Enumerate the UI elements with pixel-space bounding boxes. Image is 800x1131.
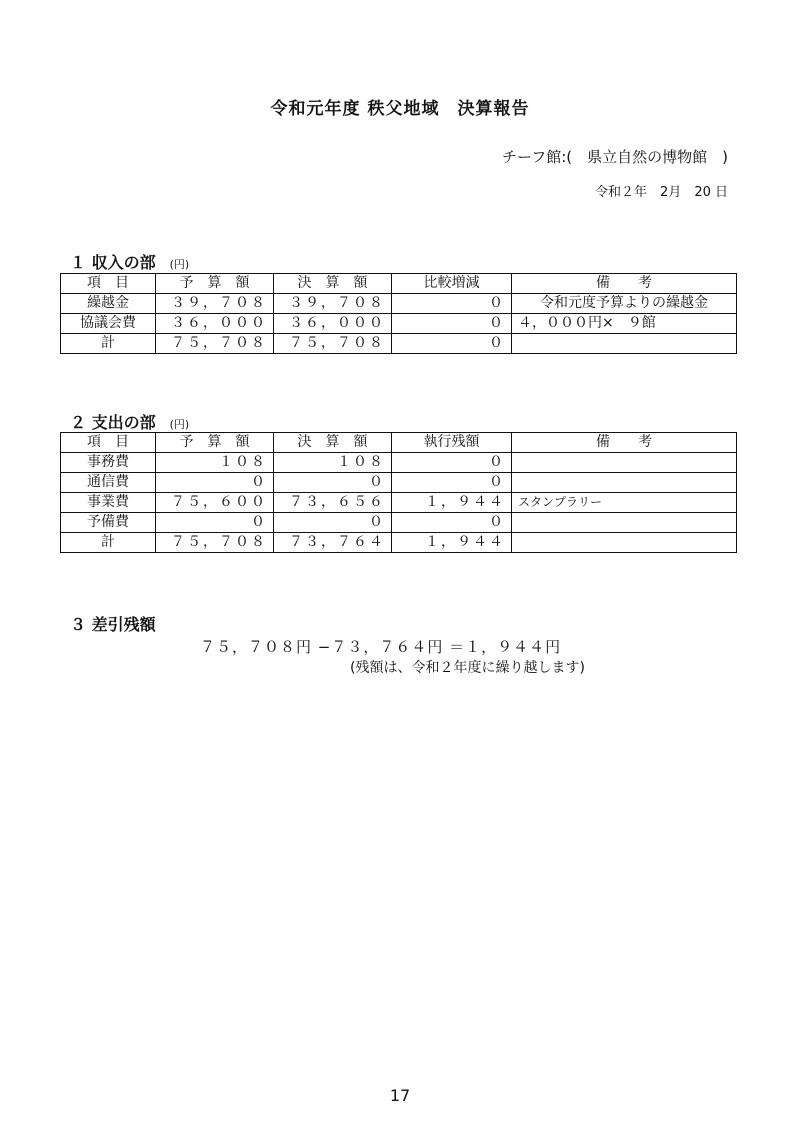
- income-table: [60, 273, 737, 354]
- row-item: 通信費: [61, 473, 156, 493]
- expense-heading-text: ２ 支出の部: [70, 413, 156, 432]
- table-row: [61, 493, 737, 513]
- income-section-heading: [70, 250, 189, 273]
- row-diff: １，９４４: [392, 493, 512, 513]
- row-actual: １０８: [274, 453, 392, 473]
- balance-section-heading: ３ 差引残額: [70, 615, 156, 634]
- row-diff: ０: [392, 473, 512, 493]
- row-diff: １，９４４: [392, 533, 512, 553]
- row-actual: ０: [274, 473, 392, 493]
- expense-col-note: 備 考: [512, 433, 737, 453]
- row-note: [512, 533, 737, 553]
- row-actual: ７５，７０８: [274, 334, 392, 354]
- expense-col-budget: 予 算 額: [156, 433, 274, 453]
- row-budget: ７５，７０８: [156, 334, 274, 354]
- expense-col-item: 項 目: [61, 433, 156, 453]
- page-number: 17: [389, 1086, 411, 1105]
- row-item: 計: [61, 533, 156, 553]
- row-item: 繰越金: [61, 294, 156, 314]
- document-title: 令和元年度 秩父地域 決算報告: [270, 99, 530, 119]
- row-budget: ７５，７０８: [156, 533, 274, 553]
- row-note: ４，０００円× ９館: [512, 314, 737, 334]
- row-actual: ３９，７０８: [274, 294, 392, 314]
- row-item: 予備費: [61, 513, 156, 533]
- row-diff: ０: [392, 334, 512, 354]
- income-unit: (円): [169, 258, 190, 271]
- expense-table: [60, 432, 737, 553]
- income-col-actual: 決 算 額: [274, 274, 392, 294]
- row-item: 事務費: [61, 453, 156, 473]
- table-row-total: [61, 533, 737, 553]
- income-header-row: [61, 274, 737, 294]
- income-col-note: 備 考: [512, 274, 737, 294]
- expense-col-remaining: 執行残額: [392, 433, 512, 453]
- row-item: 協議会費: [61, 314, 156, 334]
- row-budget: １０８: [156, 453, 274, 473]
- balance-calculation: ７５，７０８円 −７３，７６４円 ＝１，９４４円: [200, 638, 562, 656]
- expense-section-heading: [70, 410, 189, 433]
- expense-col-actual: 決 算 額: [274, 433, 392, 453]
- row-note: [512, 473, 737, 493]
- row-diff: ０: [392, 453, 512, 473]
- row-budget: ０: [156, 513, 274, 533]
- expense-header-row: [61, 433, 737, 453]
- row-note: [512, 513, 737, 533]
- row-diff: ０: [392, 513, 512, 533]
- income-col-budget: 予 算 額: [156, 274, 274, 294]
- row-budget: ０: [156, 473, 274, 493]
- row-actual: ７３，６５６: [274, 493, 392, 513]
- table-row-total: [61, 334, 737, 354]
- table-row: [61, 473, 737, 493]
- row-budget: ７５，６００: [156, 493, 274, 513]
- income-heading-text: １ 収入の部: [70, 253, 156, 272]
- row-budget: ３６，０００: [156, 314, 274, 334]
- income-col-item: 項 目: [61, 274, 156, 294]
- table-row: [61, 513, 737, 533]
- chief-museum-label: チーフ館:( 県立自然の博物館 ): [501, 148, 728, 166]
- table-row: [61, 453, 737, 473]
- table-row: [61, 294, 737, 314]
- report-date: 令和２年 2月 20 日: [595, 185, 728, 200]
- row-note: [512, 334, 737, 354]
- row-actual: ７３，７６４: [274, 533, 392, 553]
- row-note: [512, 453, 737, 473]
- row-note: 令和元度予算よりの繰越金: [512, 294, 737, 314]
- row-budget: ３９，７０８: [156, 294, 274, 314]
- row-diff: ０: [392, 314, 512, 334]
- row-actual: ３６，０００: [274, 314, 392, 334]
- row-note: スタンプラリー: [512, 493, 737, 513]
- carry-over-note: (残額は、令和２年度に繰り越します): [350, 660, 585, 676]
- income-col-diff: 比較増減: [392, 274, 512, 294]
- table-row: [61, 314, 737, 334]
- expense-unit: (円): [169, 418, 190, 431]
- row-actual: ０: [274, 513, 392, 533]
- row-item: 計: [61, 334, 156, 354]
- row-diff: ０: [392, 294, 512, 314]
- row-item: 事業費: [61, 493, 156, 513]
